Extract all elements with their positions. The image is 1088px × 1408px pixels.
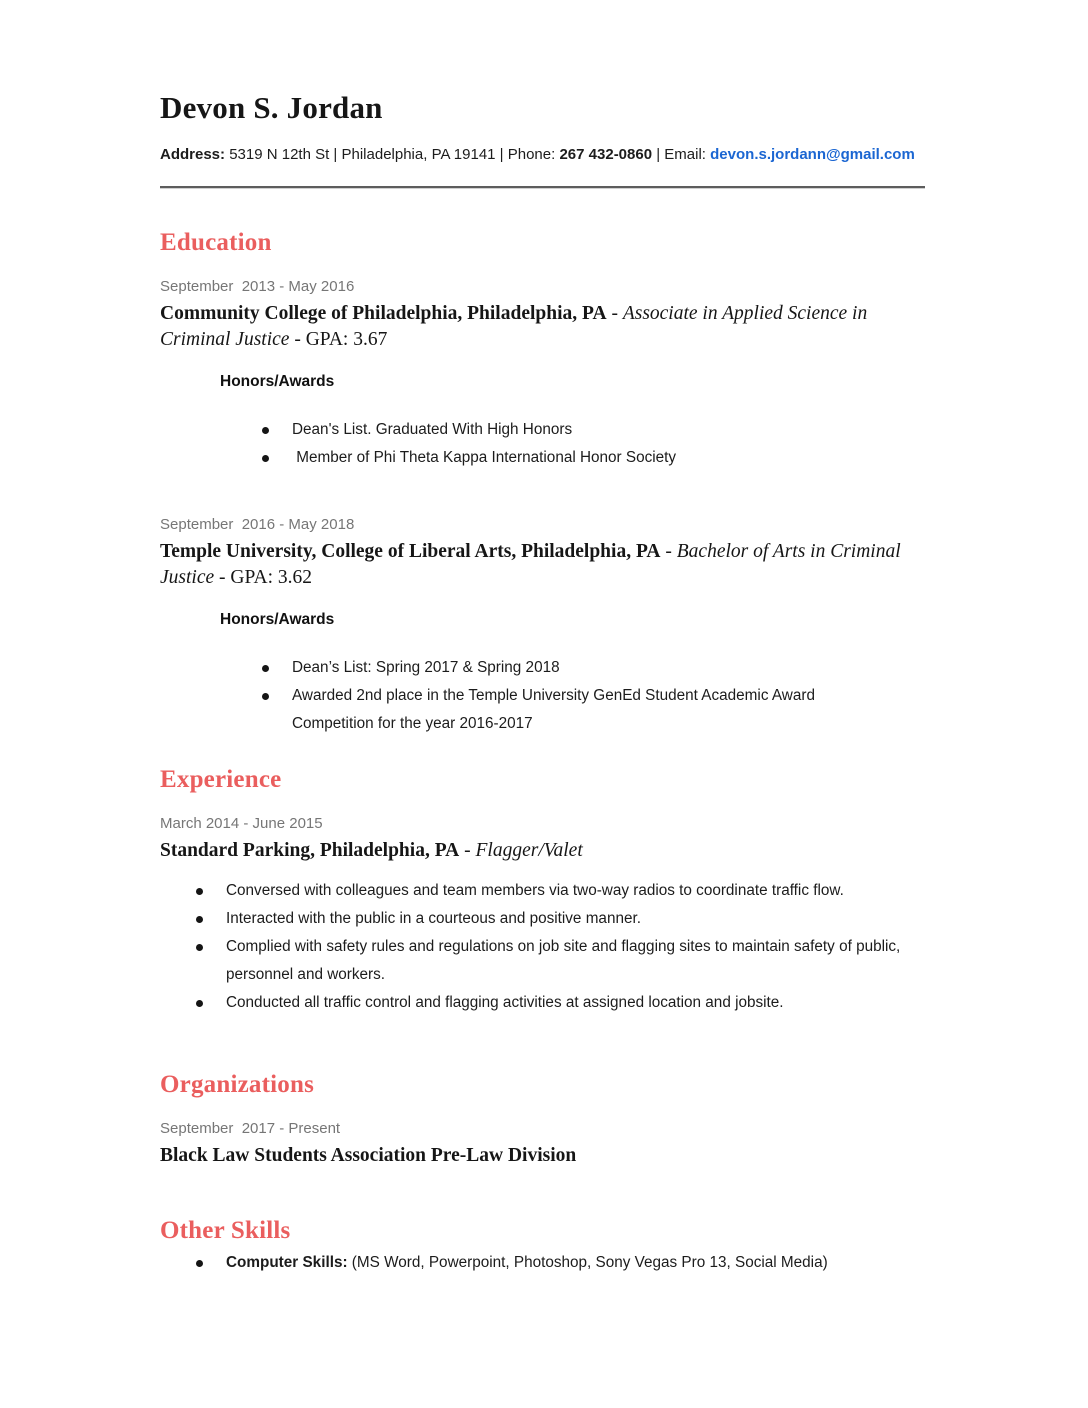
skill-label: Computer Skills: — [226, 1254, 348, 1271]
education-entry-dates: September 2016 - May 2018 — [160, 516, 355, 533]
gpa-value: GPA: 3.67 — [305, 329, 388, 350]
list-item — [262, 444, 925, 472]
section-title-organizations: Organizations — [160, 1071, 314, 1098]
education-entry-title — [160, 301, 925, 353]
organization-entry-dates: September 2017 - Present — [160, 1120, 341, 1137]
skill-text — [226, 1249, 919, 1277]
experience-entry-dates: March 2014 - June 2015 — [160, 815, 323, 832]
phone-value: 267 432-0860 — [559, 146, 653, 163]
separator: - — [214, 567, 231, 588]
honor-text: Dean's List. Graduated With High Honors — [292, 421, 573, 438]
employer-name: Standard Parking, Philadelphia, PA — [160, 840, 460, 861]
honor-text: Member of Phi Theta Kappa International Honor Society — [292, 449, 677, 466]
section-title-other-skills: Other Skills — [160, 1217, 291, 1244]
list-item — [262, 654, 925, 682]
school-name: Community College of Philadelphia, Philadelphia, PA — [160, 303, 607, 324]
experience-bullet-text: Conversed with colleagues and team members via two-way radios to coordinate traffic flow. — [226, 882, 844, 899]
honors-list — [160, 416, 925, 472]
list-item — [196, 933, 925, 989]
experience-bullet-text: Conducted all traffic control and flagging activities at assigned location and jobsite. — [226, 994, 784, 1011]
honor-text: Dean’s List: Spring 2017 & Spring 2018 — [292, 659, 560, 676]
skills-bullet-list — [160, 1249, 925, 1277]
honors-awards-label: Honors/Awards — [220, 611, 335, 628]
section-title-experience: Experience — [160, 766, 282, 793]
experience-bullet-text: Complied with safety rules and regulations on job site and flagging sites to maintain safety of public, personnel and workers. — [226, 938, 905, 983]
address-label: Address: — [160, 146, 226, 163]
email-link[interactable]: devon.s.jordann@gmail.com — [710, 146, 915, 163]
list-item — [262, 416, 925, 444]
education-entry-title — [160, 539, 925, 591]
email-label: | Email: — [652, 146, 711, 163]
honors-awards-label: Honors/Awards — [220, 373, 335, 390]
job-title: Flagger/Valet — [475, 840, 583, 861]
separator: - — [660, 541, 677, 562]
degree-name: Bachelor of Arts in Criminal Justice — [160, 541, 906, 588]
experience-bullet-text: Interacted with the public in a courteous and positive manner. — [226, 910, 641, 927]
organization-name: Black Law Students Association Pre-Law Division — [160, 1145, 577, 1166]
bullet-icon — [262, 444, 292, 472]
bullet-icon — [262, 416, 292, 444]
list-item — [196, 1249, 925, 1277]
header-divider — [160, 186, 925, 188]
list-item — [196, 989, 925, 1017]
experience-bullet-list — [160, 877, 925, 1017]
separator: - — [606, 303, 623, 324]
bullet-icon — [196, 989, 226, 1017]
degree-name: Associate in Applied Science in Criminal Justice — [160, 303, 873, 350]
honors-list — [160, 654, 925, 738]
separator: - — [289, 329, 306, 350]
list-item — [196, 877, 925, 905]
organization-entry-title — [160, 1143, 925, 1169]
bullet-icon — [196, 933, 226, 989]
separator: - — [459, 840, 476, 861]
honor-text: Awarded 2nd place in the Temple University GenEd Student Academic Award Competition for the year 2016-2017 — [292, 687, 820, 732]
address-value: 5319 N 12th St | Philadelphia, PA 19141 | Phone: — [225, 146, 560, 163]
list-item — [196, 905, 925, 933]
school-name: Temple University, College of Liberal Arts, Philadelphia, PA — [160, 541, 661, 562]
bullet-icon — [196, 905, 226, 933]
contact-line — [160, 143, 925, 167]
bullet-icon — [262, 654, 292, 682]
person-name: Devon S. Jordan — [160, 90, 383, 125]
bullet-icon — [196, 1249, 226, 1277]
gpa-value: GPA: 3.62 — [230, 567, 313, 588]
bullet-icon — [262, 682, 292, 738]
education-entry-dates: September 2013 - May 2016 — [160, 278, 355, 295]
experience-entry-title — [160, 838, 925, 864]
section-title-education: Education — [160, 229, 272, 256]
list-item — [262, 682, 925, 738]
bullet-icon — [196, 877, 226, 905]
skill-value: (MS Word, Powerpoint, Photoshop, Sony Vegas Pro 13, Social Media) — [347, 1254, 828, 1271]
